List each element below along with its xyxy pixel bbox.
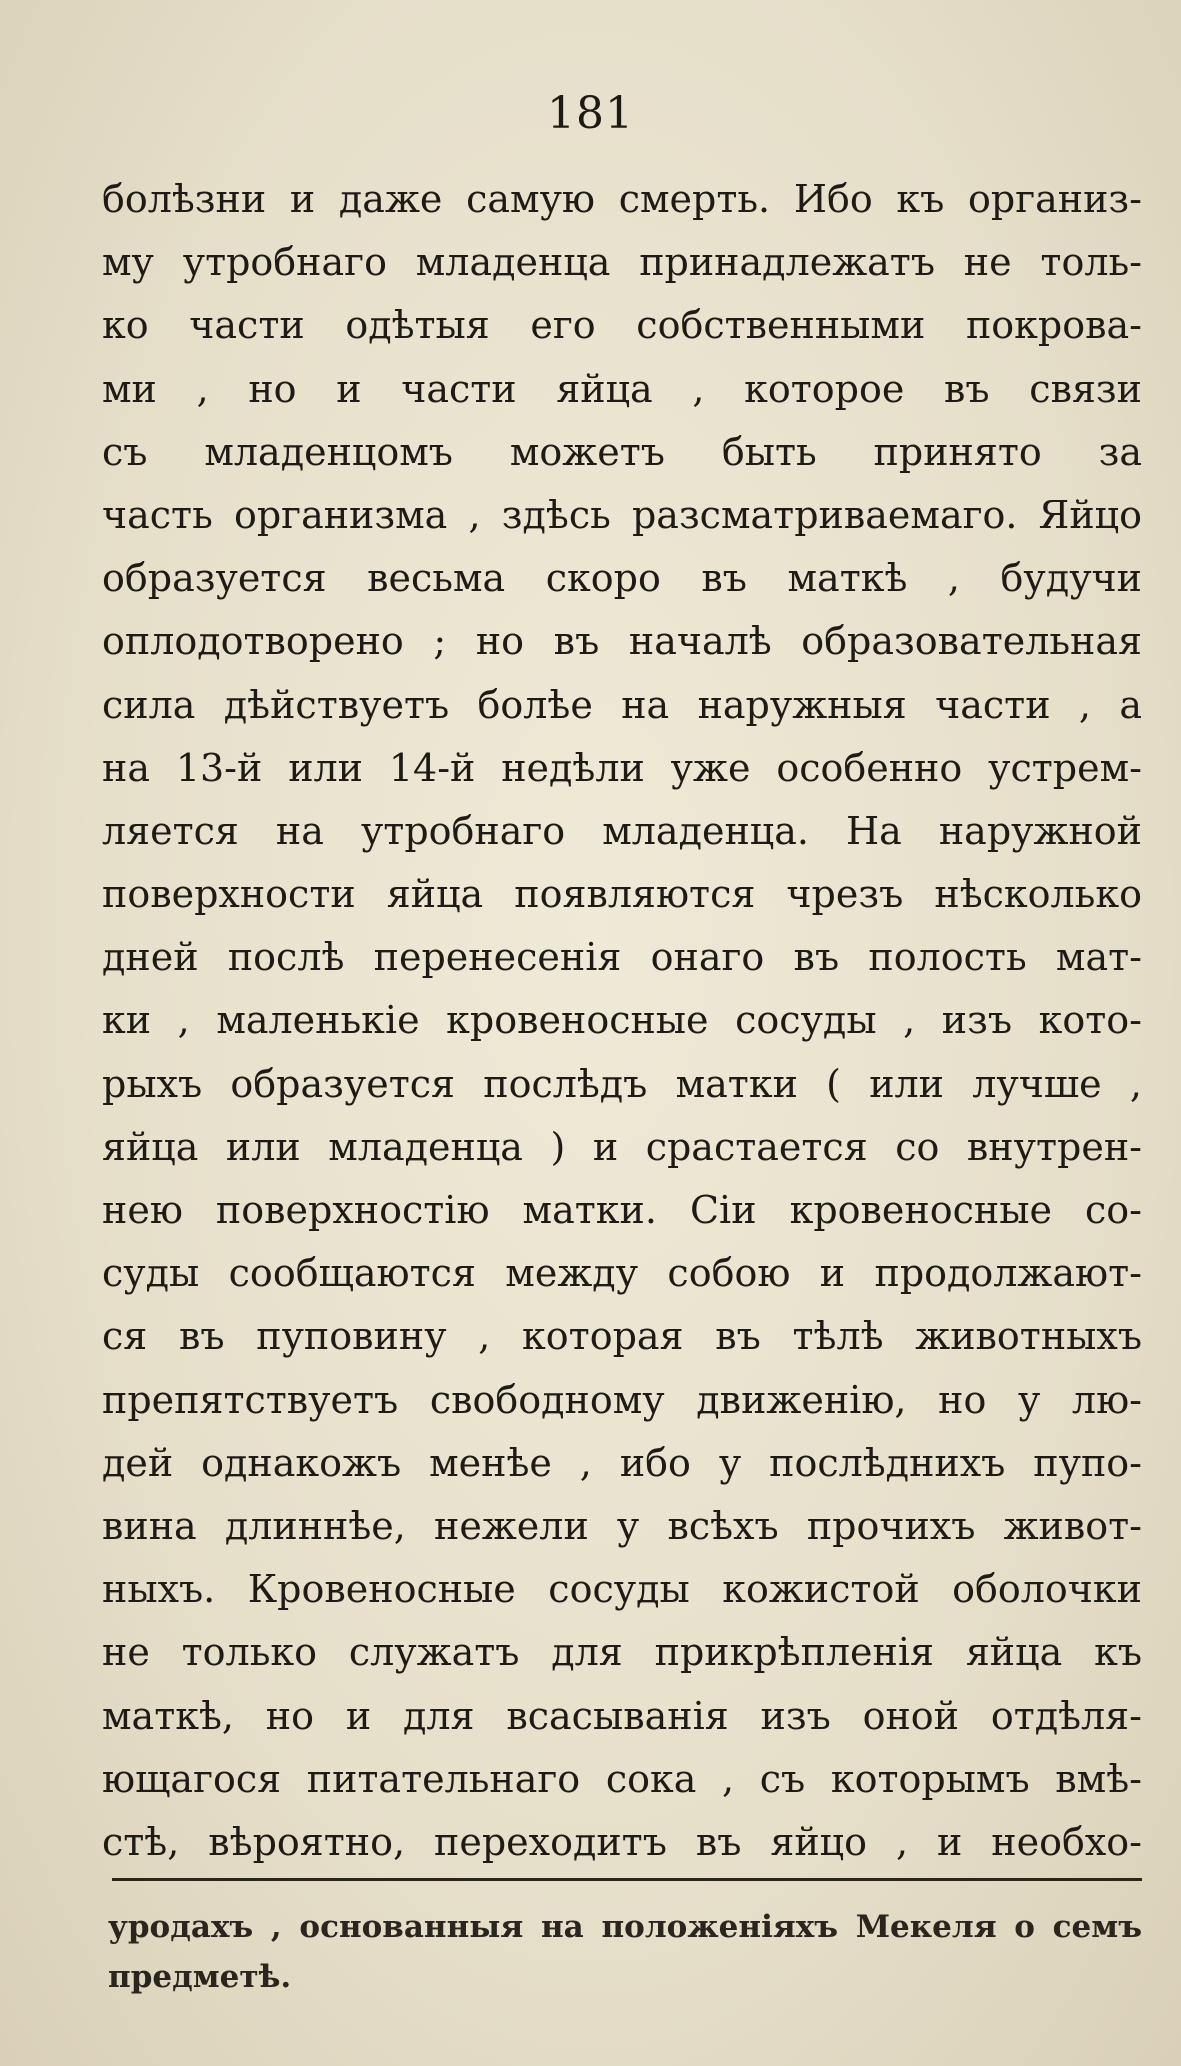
text-line: оплодотворено ; но въ началѣ образовательная <box>102 619 1142 664</box>
page-number: 181 <box>547 88 634 139</box>
text-line: болѣзни и даже самую смерть. Ибо къ организ- <box>102 177 1142 221</box>
text-line: ко части одѣтыя его собственными покрова- <box>102 303 1142 348</box>
text-line: яйца или младенца ) и срастается со внутрен- <box>102 1124 1142 1169</box>
footnote-line: уродахъ , основанныя на положеніяхъ Мекеля о семъ <box>108 1909 1142 1945</box>
text-line: ляется на утробнаго младенца. На наружной <box>102 808 1142 853</box>
text-line: препятствуетъ свободному движенію, но у лю- <box>102 1377 1142 1422</box>
text-line: му утробнаго младенца принадлежатъ не толь- <box>102 240 1142 285</box>
body-text <box>102 168 1142 1874</box>
text-line: ныхъ. Кровеносные сосуды кожистой оболочки <box>102 1567 1142 1612</box>
text-line: часть организма , здѣсь разсматриваемаго. Яйцо <box>102 492 1142 537</box>
footnote-line: предметѣ. <box>108 1959 292 1995</box>
text-line: поверхности яйца появляются чрезъ нѣсколько <box>102 872 1142 917</box>
footnote <box>108 1902 1142 2002</box>
text-line: дей однакожъ менѣе , ибо у послѣднихъ пупо- <box>102 1440 1142 1485</box>
text-line: ки , маленькіе кровеносные сосуды , изъ кото- <box>102 998 1142 1043</box>
text-line: нею поверхностію матки. Сіи кровеносные со- <box>102 1188 1142 1232</box>
text-line: вина длиннѣе, нежели у всѣхъ прочихъ живот- <box>102 1503 1142 1548</box>
text-line: сила дѣйствуетъ болѣе на наружныя части , а <box>102 682 1142 727</box>
text-line: маткѣ, но и для всасыванія изъ оной отдѣля- <box>102 1693 1142 1738</box>
text-line: съ младенцомъ можетъ быть принято за <box>102 429 1142 474</box>
text-line: ся въ пуповину , которая въ тѣлѣ животныхъ <box>102 1314 1142 1359</box>
text-line: ющагося питательнаго сока , съ которымъ вмѣ- <box>102 1756 1142 1801</box>
text-line: стѣ, вѣроятно, переходитъ въ яйцо , и необхо- <box>102 1819 1142 1864</box>
text-line: суды сообщаются между собою и продолжают- <box>102 1251 1142 1296</box>
text-line: ми , но и части яйца , которое въ связи <box>102 366 1142 411</box>
text-line: на 13-й или 14-й недѣли уже особенно устрем- <box>102 745 1142 790</box>
text-line: не только служатъ для прикрѣпленія яйца къ <box>102 1630 1142 1675</box>
text-line: рыхъ образуется послѣдъ матки ( или лучше , <box>102 1061 1142 1106</box>
text-line: дней послѣ перенесенія онаго въ полость мат- <box>102 935 1142 980</box>
footnote-divider <box>112 1878 1142 1881</box>
text-line: образуется весьма скоро въ маткѣ , будучи <box>102 556 1142 601</box>
